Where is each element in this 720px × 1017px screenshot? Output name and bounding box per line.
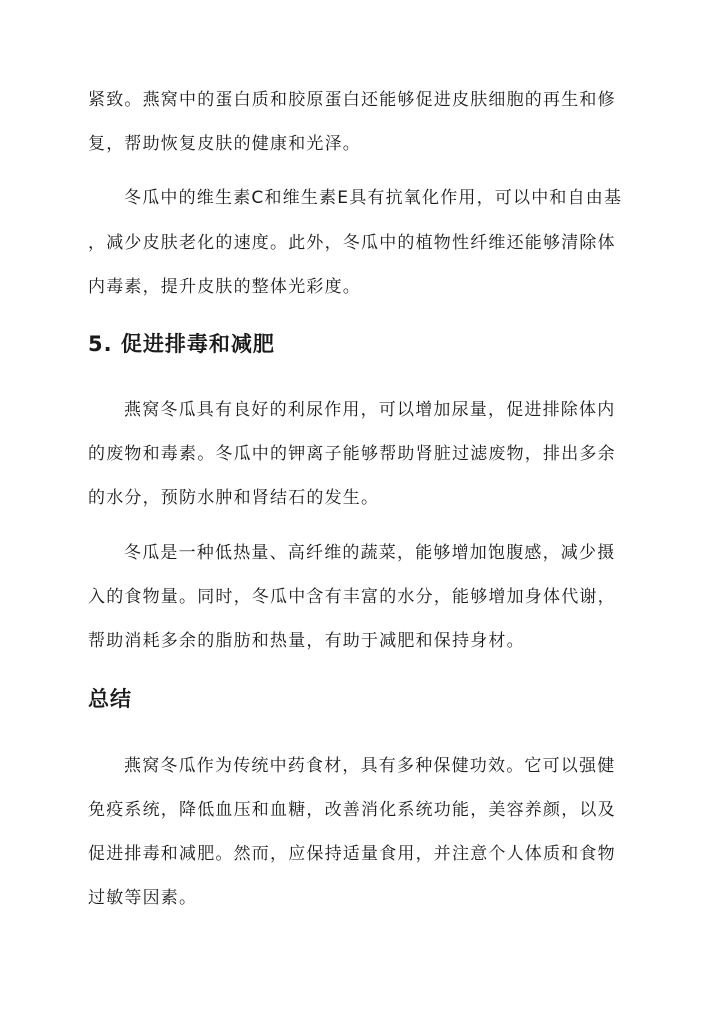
paragraph-2-line-2: ，减少皮肤老化的速度。此外，冬瓜中的植物性纤维还能够清除体 bbox=[88, 233, 616, 253]
paragraph-4-line-3: 帮助消耗多余的脂肪和热量，有助于减肥和保持身材。 bbox=[88, 631, 525, 651]
paragraph-3-line-2: 的废物和毒素。冬瓜中的钾离子能够帮助肾脏过滤废物，排出多余 bbox=[88, 444, 616, 464]
paragraph-4-line-1: 冬瓜是一种低热量、高纤维的蔬菜，能够增加饱腹感，减少摄 bbox=[124, 543, 616, 563]
summary-line-4: 过敏等因素。 bbox=[88, 888, 198, 908]
paragraph-3-line-1: 燕窝冬瓜具有良好的利尿作用，可以增加尿量，促进排除体内 bbox=[124, 400, 616, 420]
paragraph-2-line-1: 冬瓜中的维生素C和维生素E具有抗氧化作用，可以中和自由基 bbox=[124, 188, 623, 208]
summary-line-1: 燕窝冬瓜作为传统中药食材，具有多种保健功效。它可以强健 bbox=[124, 756, 616, 776]
summary-line-3: 促进排毒和减肥。然而，应保持适量食用，并注意个人体质和食物 bbox=[88, 844, 616, 864]
paragraph-1-line-2: 复，帮助恢复皮肤的健康和光泽。 bbox=[88, 134, 361, 154]
paragraph-4-line-2: 入的食物量。同时，冬瓜中含有丰富的水分，能够增加身体代谢， bbox=[88, 587, 616, 607]
paragraph-3-line-3: 的水分，预防水肿和肾结石的发生。 bbox=[88, 488, 380, 508]
paragraph-1-line-1: 紧致。燕窝中的蛋白质和胶原蛋白还能够促进皮肤细胞的再生和修 bbox=[88, 90, 616, 110]
summary-line-2: 免疫系统，降低血压和血糖，改善消化系统功能，美容养颜，以及 bbox=[88, 800, 616, 820]
paragraph-2-line-3: 内毒素，提升皮肤的整体光彩度。 bbox=[88, 277, 361, 297]
section-5-heading: 5. 促进排毒和减肥 bbox=[88, 332, 275, 356]
summary-heading: 总结 bbox=[88, 687, 132, 711]
